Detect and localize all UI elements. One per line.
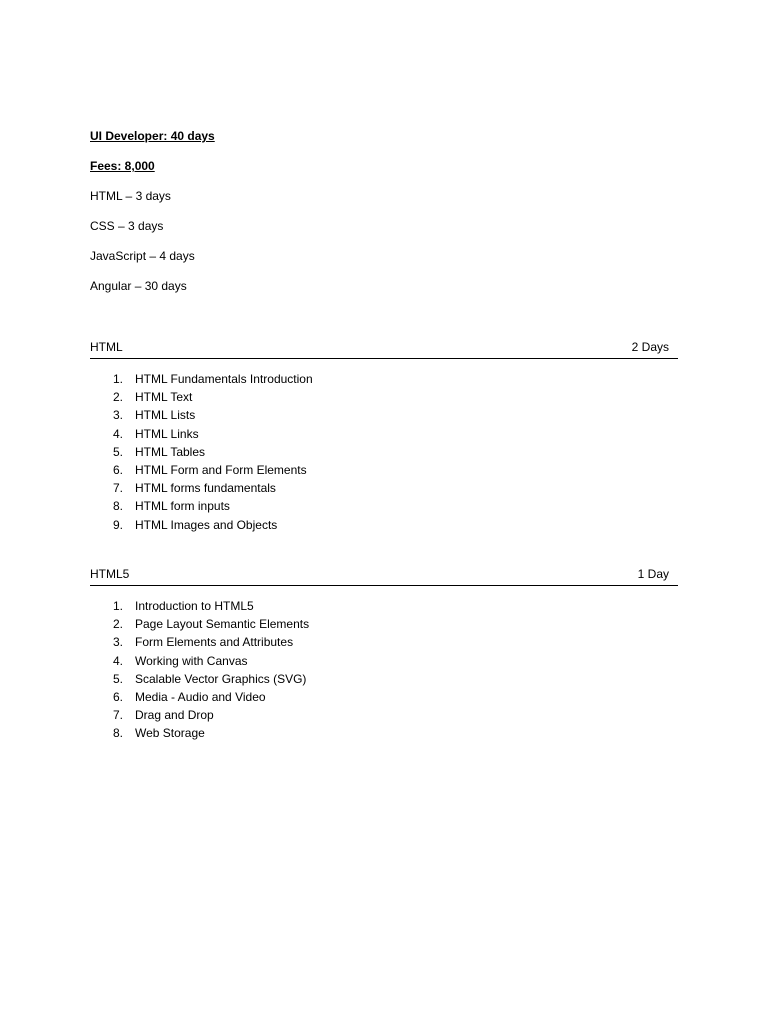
- list-text: Working with Canvas: [135, 653, 248, 668]
- overview-javascript: JavaScript – 4 days: [90, 249, 195, 263]
- section-name: HTML: [90, 340, 123, 354]
- overview-angular: Angular – 30 days: [90, 279, 187, 293]
- list-text: HTML Tables: [135, 444, 206, 459]
- list-text: HTML forms fundamentals: [135, 481, 276, 496]
- list-number: 5.: [112, 671, 123, 686]
- list-text: Introduction to HTML5: [135, 599, 254, 613]
- section-name: HTML5: [90, 567, 130, 581]
- list-text: HTML Form and Form Elements: [135, 462, 307, 477]
- list-number: 7.: [112, 708, 123, 723]
- list-number: 8.: [112, 499, 123, 514]
- list-text: HTML Links: [135, 426, 199, 441]
- list-text: Media - Audio and Video: [135, 689, 266, 704]
- list-text: HTML Images and Objects: [135, 517, 278, 532]
- list-number: 9.: [112, 517, 123, 532]
- list-text: Page Layout Semantic Elements: [135, 617, 310, 632]
- list-number: 1.: [112, 372, 123, 386]
- course-title: UI Developer: 40 days: [90, 129, 215, 143]
- list-text: Web Storage: [135, 726, 205, 741]
- list-text: Form Elements and Attributes: [135, 635, 294, 650]
- list-text: Drag and Drop: [135, 708, 214, 723]
- section-header-html: [90, 338, 678, 359]
- list-number: 6.: [112, 462, 123, 477]
- list-number: 2.: [112, 617, 123, 632]
- list-text: HTML Text: [135, 390, 193, 405]
- section-header-html5: [90, 565, 678, 586]
- list-text: HTML form inputs: [135, 499, 230, 514]
- section-duration: 2 Days: [631, 340, 669, 354]
- course-fees: Fees: 8,000: [90, 159, 155, 173]
- overview-html: HTML – 3 days: [90, 189, 171, 203]
- list-number: 2.: [112, 390, 123, 405]
- list-number: 4.: [112, 653, 123, 668]
- list-number: 4.: [112, 426, 123, 441]
- list-number: 3.: [112, 635, 123, 650]
- list-number: 1.: [112, 599, 123, 613]
- list-number: 6.: [112, 689, 123, 704]
- list-number: 5.: [112, 444, 123, 459]
- list-text: Scalable Vector Graphics (SVG): [135, 671, 307, 686]
- list-text: HTML Lists: [135, 408, 196, 423]
- section-duration: 1 Day: [637, 567, 669, 581]
- list-text: HTML Fundamentals Introduction: [135, 372, 313, 386]
- list-number: 7.: [112, 481, 123, 496]
- list-number: 8.: [112, 726, 123, 741]
- overview-css: CSS – 3 days: [90, 219, 164, 233]
- list-number: 3.: [112, 408, 123, 423]
